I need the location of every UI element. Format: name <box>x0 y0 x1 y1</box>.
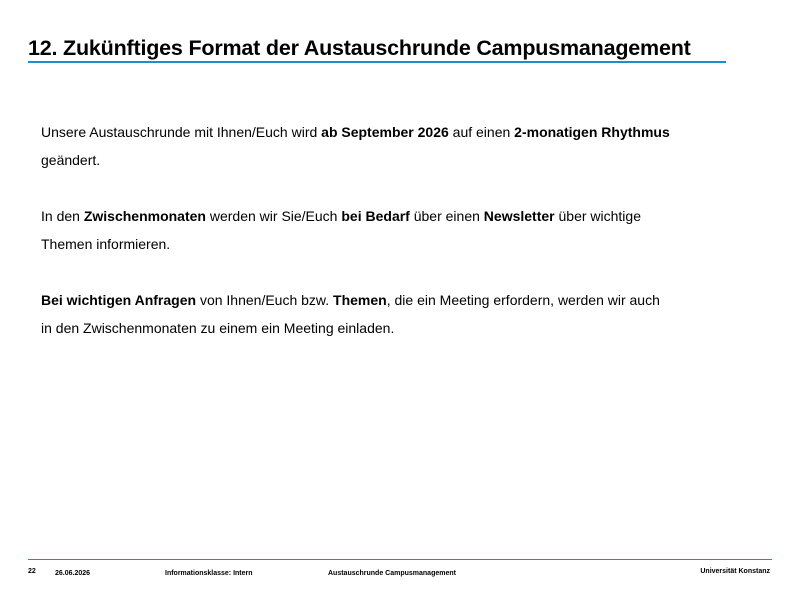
text-run: , die ein Meeting erfordern, werden wir auch <box>386 292 660 308</box>
text-run: über wichtige <box>554 208 641 224</box>
emphasized-text: 2-monatigen Rhythmus <box>514 124 670 140</box>
paragraph-schedule-change <box>41 118 761 174</box>
text-run: geändert. <box>41 152 101 168</box>
emphasized-text: bei Bedarf <box>341 208 410 224</box>
paragraph-newsletter <box>41 202 761 258</box>
footer-page-number: 22 <box>28 568 36 575</box>
emphasized-text: Newsletter <box>483 208 555 224</box>
text-run: In den <box>41 208 84 224</box>
text-run: in den Zwischenmonaten zu einem ein Meeting einladen. <box>41 320 395 336</box>
text-run: über einen <box>409 208 484 224</box>
footer-date: 26.06.2026 <box>55 570 91 577</box>
paragraph-meeting-invitation <box>41 286 761 342</box>
text-run: von Ihnen/Euch bzw. <box>196 292 334 308</box>
emphasized-text: Bei wichtigen Anfragen <box>41 292 197 308</box>
slide-body <box>41 118 761 370</box>
emphasized-text: Zwischenmonaten <box>83 208 206 224</box>
text-run: Themen informieren. <box>41 236 171 252</box>
footer-classification: Informationsklasse: Intern <box>165 570 253 577</box>
emphasized-text: ab September 2026 <box>321 124 449 140</box>
title-underline <box>28 61 726 63</box>
footer-topic: Austauschrunde Campusmanagement <box>328 570 456 577</box>
footer-organization: Universität Konstanz <box>700 568 770 575</box>
text-run: auf einen <box>448 124 515 140</box>
slide-title: 12. Zukünftiges Format der Austauschrunde Campusmanagement <box>28 36 691 60</box>
text-run: werden wir Sie/Euch <box>205 208 342 224</box>
emphasized-text: Themen <box>333 292 387 308</box>
footer-divider <box>28 559 772 560</box>
text-run: Unsere Austauschrunde mit Ihnen/Euch wird <box>41 124 322 140</box>
